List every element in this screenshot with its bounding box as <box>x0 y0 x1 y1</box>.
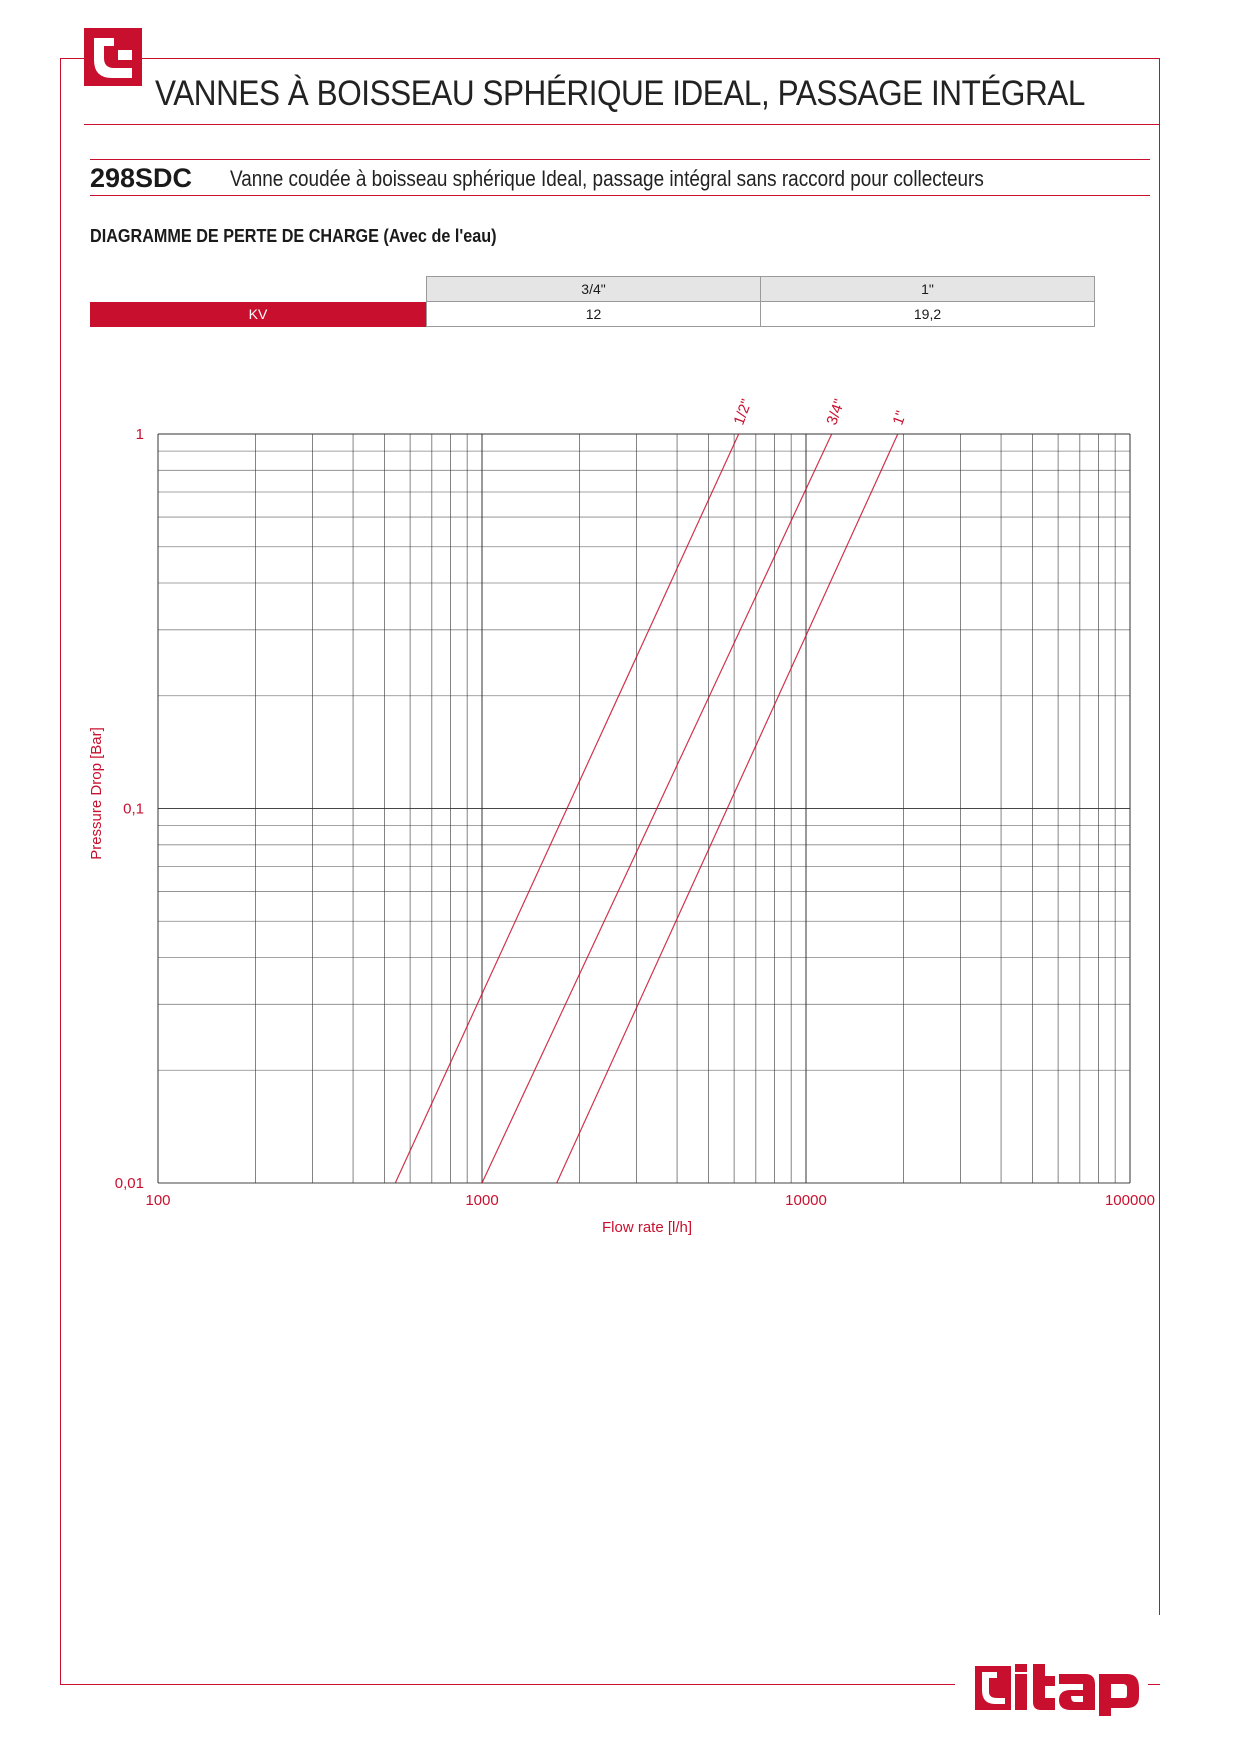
series-label: 3/4" <box>823 396 849 428</box>
x-tick-label: 10000 <box>785 1192 827 1209</box>
kv-value: 12 <box>427 302 761 327</box>
section-title: DIAGRAMME DE PERTE DE CHARGE (Avec de l'eau) <box>90 226 497 246</box>
x-tick-label: 100 <box>145 1192 171 1209</box>
product-description: Vanne coudée à boisseau sphérique Ideal, passage intégral sans raccord pour collecteurs <box>230 166 984 191</box>
series-label: 1/2" <box>730 396 756 428</box>
y-tick-label: 0,01 <box>114 1175 144 1192</box>
itap-logo-icon <box>975 1660 1145 1716</box>
page-frame-bottom <box>60 1684 955 1685</box>
x-tick-label: 1000 <box>465 1192 499 1209</box>
page-title: VANNES À BOISSEAU SPHÉRIQUE IDEAL, PASSAGE INTÉGRAL <box>155 74 1085 113</box>
series-label: 1" <box>889 408 911 428</box>
y-tick-label: 0,1 <box>123 800 144 818</box>
x-tick-label: 100000 <box>1104 1192 1156 1209</box>
page-frame-bottom-right <box>1148 1684 1160 1685</box>
y-tick-label: 1 <box>135 426 144 443</box>
kv-size-header: 3/4" <box>427 277 761 302</box>
kv-value: 19,2 <box>761 302 1095 327</box>
product-code: 298SDC <box>90 163 193 193</box>
kv-size-header: 1" <box>761 277 1095 302</box>
x-axis-label: Flow rate [l/h] <box>601 1219 693 1236</box>
y-axis-label: Pressure Drop [Bar] <box>88 727 105 860</box>
kv-row-label: KV <box>90 302 427 327</box>
